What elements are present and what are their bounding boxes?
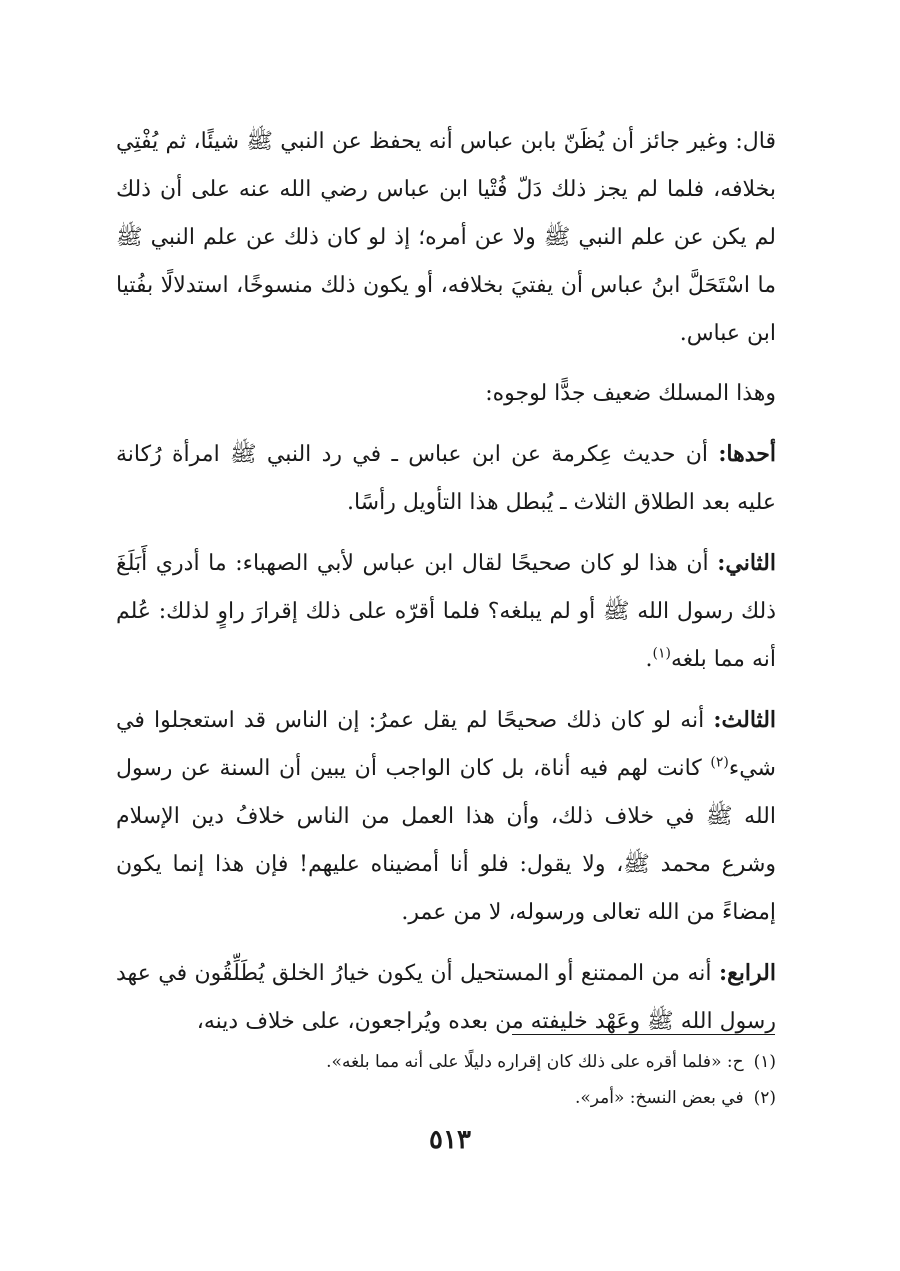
paragraph — [116, 430, 776, 527]
footnote — [116, 1044, 776, 1080]
paragraph-tail: . — [645, 647, 653, 672]
paragraph-text: وهذا المسلك ضعيف جدًّا لوجوه: — [485, 381, 776, 406]
paragraph-text: أن هذا لو كان صحيحًا لقال ابن عباس لأبي الصهباء: ما أدري أَبَلَغَ ذلك رسول الله ﷺ أو لم يبلغه؟ فلما أقرّه على ذلك إقرارَ راوٍ لذلك: عُلم أنه مما بلغه — [116, 551, 776, 672]
paragraph — [116, 118, 776, 358]
footnote-reference: (١) — [652, 645, 671, 662]
footnote-reference: (٢) — [710, 754, 729, 771]
main-text — [116, 118, 776, 1046]
paragraph-tail: كانت لهم فيه أناة، بل كان الواجب أن يبين أن السنة عن رسول الله ﷺ في خلاف ذلك، وأن هذا العمل من الناس خلافُ دين الإسلام وشرع محمد ﷺ، ولا يقول: فلو أنا أمضيناه عليهم! فإن هذا إنما يكون إمضاءً من الله تعالى ورسوله، لا من عمر. — [116, 756, 776, 925]
footnotes — [116, 1044, 776, 1116]
point-lead: الرابع: — [718, 960, 776, 986]
paragraph — [116, 370, 776, 418]
paragraph-text: أنه من الممتنع أو المستحيل أن يكون خيارُ الخلق يُطَلِّقُون في عهد رسول الله ﷺ وعَهْد خليفته من بعده ويُراجعون، على خلاف دينه، — [116, 961, 776, 1034]
footnote-number: (١) — [753, 1052, 776, 1072]
paragraph-text: أنه لو كان ذلك صحيحًا لم يقل عمرُ: إن الناس قد استعجلوا في شيء — [116, 708, 776, 781]
paragraph — [116, 696, 776, 937]
page-number: ٥١٣ — [429, 1125, 471, 1155]
footnote-text: ح: «فلما أقره على ذلك كان إقراره دليلًا على أنه مما بلغه». — [326, 1052, 744, 1072]
paragraph — [116, 949, 776, 1046]
footnote-text: في بعض النسخ: «أمر». — [574, 1088, 744, 1108]
paragraph — [116, 539, 776, 684]
point-lead: أحدها: — [718, 441, 776, 467]
point-lead: الثاني: — [717, 550, 776, 576]
paragraph-text: قال: وغير جائز أن يُظَنّ بابن عباس أنه يحفظ عن النبي ﷺ شيئًا، ثم يُفْتِي بخلافه، فلما لم يجز ذلك دَلّ فُتْيا ابن عباس رضي الله عنه على أن ذلك لم يكن عن علم النبي ﷺ ولا عن أمره؛ إذ لو كان ذلك عن علم النبي ﷺ ما اسْتَحَلَّ ابنُ عباس أن يفتيَ بخلافه، أو يكون ذلك منسوخًا، استدلالًا بفُتيا ابن عباس. — [116, 129, 776, 346]
paragraph-text: أن حديث عِكرمة عن ابن عباس ـ في رد النبي ﷺ امرأة رُكانة عليه بعد الطلاق الثلاث ـ يُبطل هذا التأويل رأسًا. — [116, 442, 776, 515]
point-lead: الثالث: — [713, 707, 777, 733]
footnote — [116, 1080, 776, 1116]
footnote-number: (٢) — [753, 1088, 776, 1108]
footnote-divider — [512, 1034, 775, 1035]
